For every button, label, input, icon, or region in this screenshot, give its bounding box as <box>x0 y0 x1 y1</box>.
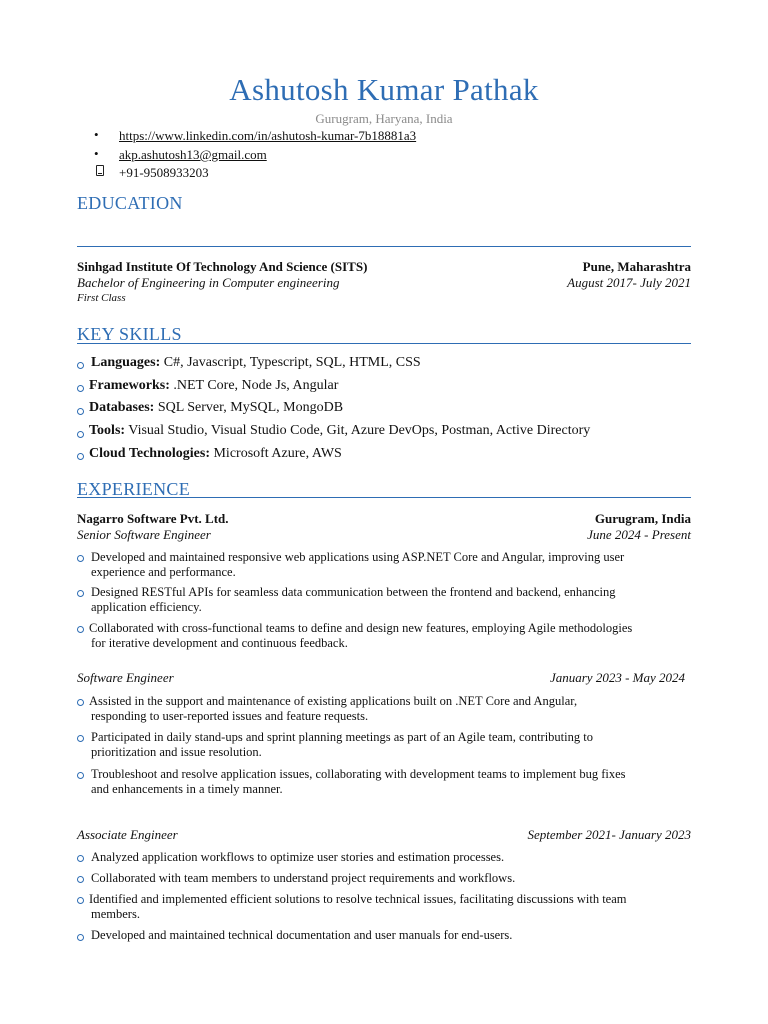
bullet-line: Developed and maintained responsive web applications using ASP.NET Core and Angular, improving user <box>91 550 625 564</box>
circle-bullet-icon <box>77 699 84 706</box>
candidate-location: Gurugram, Haryana, India <box>315 111 453 126</box>
circle-bullet-icon <box>77 876 84 883</box>
bullet-line: Identified and implemented efficient solutions to resolve technical issues, facilitating discussions with team <box>89 892 627 906</box>
circle-bullet-icon <box>77 855 84 862</box>
skill-value: Microsoft Azure, AWS <box>209 446 342 461</box>
role-bullet <box>89 621 699 651</box>
circle-bullet-icon <box>77 590 84 597</box>
role-dates: June 2024 - Present <box>587 527 691 542</box>
role-bullet <box>91 850 701 865</box>
company-name: Nagarro Software Pvt. Ltd. <box>77 511 229 526</box>
education-dates: August 2017- July 2021 <box>567 275 691 290</box>
skill-value: C#, Javascript, Typescript, SQL, HTML, CSS <box>160 355 421 370</box>
bullet-line: Assisted in the support and maintenance of existing applications built on .NET Core and Angular, <box>89 694 578 708</box>
bullet-line: Collaborated with team members to understand project requirements and workflows. <box>91 871 516 885</box>
linkedin-link[interactable]: https://www.linkedin.com/in/ashutosh-kumar-7b18881a3 <box>119 128 417 143</box>
experience-heading: EXPERIENCE <box>77 479 190 499</box>
circle-bullet-icon <box>77 453 84 460</box>
degree: Bachelor of Engineering in Computer engineering <box>77 275 340 290</box>
circle-bullet-icon <box>77 555 84 562</box>
skills-divider <box>77 343 691 344</box>
skill-languages <box>91 355 421 371</box>
circle-bullet-icon <box>77 735 84 742</box>
skill-value: Visual Studio, Visual Studio Code, Git, Azure DevOps, Postman, Active Directory <box>125 423 591 438</box>
bullet-line: experience and performance. <box>91 565 236 579</box>
bullet-line: Designed RESTful APIs for seamless data communication between the frontend and backend, enhancing <box>91 585 616 599</box>
skill-databases <box>89 400 343 416</box>
institution-name: Sinhgad Institute Of Technology And Science (SITS) <box>77 259 368 274</box>
skill-tools <box>89 423 590 439</box>
circle-bullet-icon <box>77 626 84 633</box>
skill-cloud <box>89 446 342 462</box>
circle-bullet-icon <box>77 934 84 941</box>
institution-place: Pune, Maharashtra <box>582 259 691 274</box>
circle-bullet-icon <box>77 772 84 779</box>
bullet-line: and enhancements in a timely manner. <box>91 782 283 796</box>
role-title: Software Engineer <box>77 670 174 685</box>
skill-label: Languages: <box>91 355 161 370</box>
skill-value: SQL Server, MySQL, MongoDB <box>154 400 344 415</box>
experience-divider <box>77 497 691 498</box>
role-bullet <box>91 928 701 943</box>
bullet-line: Developed and maintained technical documentation and user manuals for end-users. <box>91 928 513 942</box>
skill-value: .NET Core, Node Js, Angular <box>169 378 339 393</box>
bullet-line: members. <box>91 907 140 921</box>
phone-number: +91-9508933203 <box>119 165 209 180</box>
bullet-line: Analyzed application workflows to optimize user stories and estimation processes. <box>91 850 505 864</box>
skill-label: Databases: <box>89 400 155 415</box>
company-location: Gurugram, India <box>594 511 691 526</box>
bullet-icon: • <box>94 127 99 142</box>
bullet-icon: • <box>94 146 99 161</box>
education-grade: First Class <box>77 292 126 304</box>
circle-bullet-icon <box>77 408 84 415</box>
role-dates: September 2021- January 2023 <box>527 827 691 842</box>
education-divider <box>77 246 691 247</box>
role-bullet <box>91 767 701 797</box>
role-bullet <box>91 550 701 580</box>
circle-bullet-icon <box>77 431 84 438</box>
circle-bullet-icon <box>77 362 84 369</box>
skill-frameworks <box>89 378 338 394</box>
phone-icon <box>96 165 104 176</box>
role-title: Associate Engineer <box>77 827 178 842</box>
skills-heading: KEY SKILLS <box>77 324 182 344</box>
skill-label: Cloud Technologies: <box>89 446 210 461</box>
role-dates: January 2023 - May 2024 <box>549 670 685 685</box>
bullet-line: responding to user-reported issues and feature requests. <box>91 709 369 723</box>
role-bullet <box>91 871 701 886</box>
bullet-line: Troubleshoot and resolve application issues, collaborating with development teams to implement bug fixes <box>91 767 626 781</box>
bullet-line: prioritization and issue resolution. <box>91 745 262 759</box>
role-title: Senior Software Engineer <box>77 527 211 542</box>
circle-bullet-icon <box>77 385 84 392</box>
education-heading: EDUCATION <box>77 193 183 213</box>
role-bullet <box>89 892 699 922</box>
bullet-line: Collaborated with cross-functional teams to define and design new features, employing Agile methodologies <box>89 621 633 635</box>
skill-label: Frameworks: <box>89 378 170 393</box>
skill-label: Tools: <box>89 423 126 438</box>
email-link[interactable]: akp.ashutosh13@gmail.com <box>119 147 267 162</box>
candidate-name: Ashutosh Kumar Pathak <box>229 72 539 107</box>
role-bullet <box>91 730 701 760</box>
circle-bullet-icon <box>77 897 84 904</box>
bullet-line: application efficiency. <box>91 600 202 614</box>
role-bullet <box>91 585 701 615</box>
role-bullet <box>89 694 699 724</box>
bullet-line: for iterative development and continuous feedback. <box>91 636 348 650</box>
bullet-line: Participated in daily stand-ups and sprint planning meetings as part of an Agile team, contributing to <box>91 730 593 744</box>
